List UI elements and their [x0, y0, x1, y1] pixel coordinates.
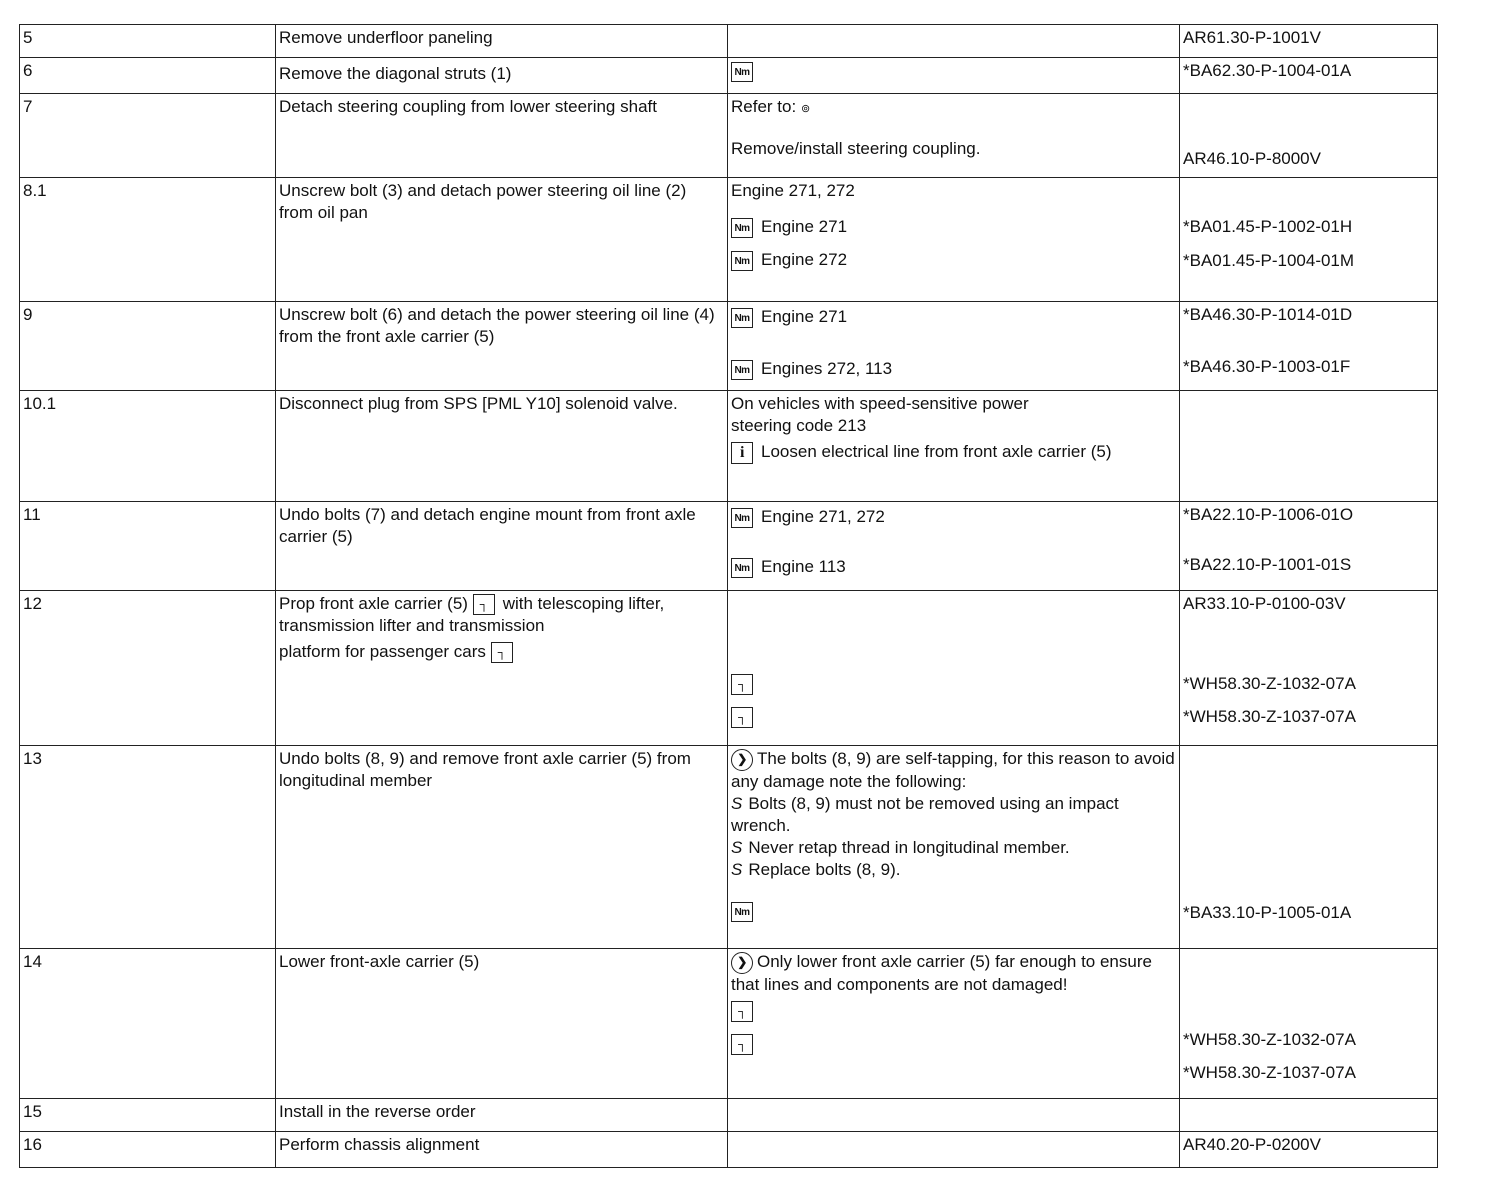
table-row: [20, 58, 1438, 94]
operation: Undo bolts (8, 9) and remove front axle carrier (5) from longitudinal member: [276, 746, 728, 949]
table-row: [20, 1099, 1438, 1132]
note-cell: [728, 591, 1180, 746]
sub-label: Engine 271: [761, 217, 848, 236]
tool-icon[interactable]: ┐: [473, 594, 495, 615]
operation: [276, 58, 728, 94]
torque-icon[interactable]: Nm: [731, 902, 753, 922]
vehicle-condition: On vehicles with speed-sensitive power steering code 213: [731, 394, 1029, 435]
bullet-text: Never retap thread in longitudinal member.: [748, 837, 1070, 857]
note-cell: [728, 25, 1180, 58]
bullet-mark: S: [731, 793, 743, 813]
reference: [1180, 502, 1438, 591]
tool-icon[interactable]: ┐: [731, 1034, 753, 1055]
reference: [1180, 391, 1438, 502]
operation: Disconnect plug from SPS [PML Y10] solenoid valve.: [276, 391, 728, 502]
note-cell: [728, 746, 1180, 949]
warning-icon[interactable]: ❯: [731, 952, 753, 974]
operation: Install in the reverse order: [276, 1099, 728, 1132]
torque-icon[interactable]: Nm: [731, 360, 753, 380]
reference-link[interactable]: *BA33.10-P-1005-01A: [1183, 903, 1352, 922]
note-cell: [728, 949, 1180, 1099]
bullet-mark: S: [731, 837, 743, 857]
note-cell: [728, 1099, 1180, 1132]
reference: [1180, 746, 1438, 949]
reference: [1180, 178, 1438, 302]
step-number: 6: [20, 58, 276, 94]
operation: [276, 591, 728, 746]
torque-icon[interactable]: Nm: [731, 62, 753, 82]
bullet-text: Replace bolts (8, 9).: [748, 859, 901, 879]
step-number: 16: [20, 1132, 276, 1168]
step-number: 13: [20, 746, 276, 949]
operation: Lower front-axle carrier (5): [276, 949, 728, 1099]
step-number: 15: [20, 1099, 276, 1132]
refer-target[interactable]: Remove/install steering coupling.: [731, 139, 981, 158]
reference-link[interactable]: AR33.10-P-0100-03V: [1183, 594, 1346, 613]
reference[interactable]: AR40.20-P-0200V: [1180, 1132, 1438, 1168]
reference-link[interactable]: *BA22.10-P-1001-01S: [1183, 555, 1352, 574]
note-heading: Engine 271, 272: [731, 181, 855, 200]
torque-icon[interactable]: Nm: [731, 558, 753, 578]
note-cell: [728, 94, 1180, 178]
step-number: 5: [20, 25, 276, 58]
step-number: 11: [20, 502, 276, 591]
operation: Unscrew bolt (3) and detach power steering oil line (2) from oil pan: [276, 178, 728, 302]
tool-reference[interactable]: *WH58.30-Z-1032-07A: [1183, 674, 1356, 693]
tool-icon[interactable]: ┐: [731, 707, 753, 728]
note-cell: [728, 302, 1180, 391]
sub-label: Engine 113: [761, 557, 846, 576]
operation: Undo bolts (7) and detach engine mount from front axle carrier (5): [276, 502, 728, 591]
reference: [1180, 949, 1438, 1099]
tool-reference[interactable]: *WH58.30-Z-1037-07A: [1183, 707, 1356, 726]
step-number: 14: [20, 949, 276, 1099]
operation-text: platform for passenger cars: [279, 642, 486, 662]
tool-reference[interactable]: *WH58.30-Z-1032-07A: [1183, 1030, 1356, 1049]
operation-text: with telescoping lifter, transmission lifter and transmission: [279, 594, 665, 636]
table-row: [20, 746, 1438, 949]
table-row: [20, 391, 1438, 502]
operation: Remove underfloor paneling: [276, 25, 728, 58]
reference: [1180, 94, 1438, 178]
table-row: [20, 302, 1438, 391]
bullet-text: Bolts (8, 9) must not be removed using an impact wrench.: [731, 793, 1119, 835]
step-number: 9: [20, 302, 276, 391]
reference-link[interactable]: *BA01.45-P-1004-01M: [1183, 251, 1355, 270]
table-row: [20, 949, 1438, 1099]
torque-icon[interactable]: Nm: [731, 508, 753, 528]
operation-text: Remove the diagonal struts (1): [279, 64, 512, 83]
torque-icon[interactable]: Nm: [731, 251, 753, 271]
table-row: [20, 25, 1438, 58]
tool-reference[interactable]: *WH58.30-Z-1037-07A: [1183, 1063, 1356, 1082]
operation: Detach steering coupling from lower steering shaft: [276, 94, 728, 178]
torque-icon[interactable]: Nm: [731, 308, 753, 328]
tool-icon[interactable]: ┐: [491, 642, 513, 663]
info-icon[interactable]: i: [731, 442, 753, 464]
step-number: 7: [20, 94, 276, 178]
tool-icon[interactable]: ┐: [731, 1001, 753, 1022]
link-icon[interactable]: ⊚: [800, 103, 811, 115]
step-number: 12: [20, 591, 276, 746]
sub-label: Engines 272, 113: [761, 359, 893, 378]
info-text: Loosen electrical line from front axle carrier (5): [761, 442, 1112, 461]
reference[interactable]: AR61.30-P-1001V: [1180, 25, 1438, 58]
step-number: 10.1: [20, 391, 276, 502]
note-cell: [728, 1132, 1180, 1168]
reference-link[interactable]: *BA22.10-P-1006-01O: [1183, 505, 1354, 524]
table-row: [20, 178, 1438, 302]
reference-link[interactable]: *BA01.45-P-1002-01H: [1183, 217, 1353, 236]
sub-label: Engine 271, 272: [761, 507, 885, 526]
sub-label: Engine 271: [761, 307, 848, 326]
reference: [1180, 302, 1438, 391]
reference: [1180, 591, 1438, 746]
bullet-mark: S: [731, 859, 743, 879]
tool-icon[interactable]: ┐: [731, 674, 753, 695]
step-number: 8.1: [20, 178, 276, 302]
reference[interactable]: *BA62.30-P-1004-01A: [1180, 58, 1438, 94]
note-cell: [728, 178, 1180, 302]
warning-text: Only lower front axle carrier (5) far enough to ensure that lines and components are not damaged!: [731, 952, 1152, 994]
table-row: [20, 502, 1438, 591]
reference: [1180, 1099, 1438, 1132]
note-cell: [728, 502, 1180, 591]
table-row: [20, 1132, 1438, 1168]
note-cell: [728, 58, 1180, 94]
reference-link[interactable]: AR46.10-P-8000V: [1183, 149, 1321, 168]
reference-link[interactable]: *BA46.30-P-1014-01D: [1183, 305, 1353, 324]
table-row: [20, 94, 1438, 178]
torque-icon[interactable]: Nm: [731, 218, 753, 238]
operation: Unscrew bolt (6) and detach the power steering oil line (4) from the front axle carrier (5): [276, 302, 728, 391]
warning-text: The bolts (8, 9) are self-tapping, for this reason to avoid any damage note the following:: [731, 749, 1175, 791]
refer-to-label: Refer to:: [731, 97, 797, 116]
table-row: [20, 591, 1438, 746]
operation: Perform chassis alignment: [276, 1132, 728, 1168]
note-cell: [728, 391, 1180, 502]
sub-label: Engine 272: [761, 250, 848, 269]
reference-link[interactable]: *BA46.30-P-1003-01F: [1183, 357, 1351, 376]
operation-text: Prop front axle carrier (5): [279, 594, 468, 613]
procedure-table: [19, 24, 1438, 1168]
warning-icon[interactable]: ❯: [731, 749, 753, 771]
